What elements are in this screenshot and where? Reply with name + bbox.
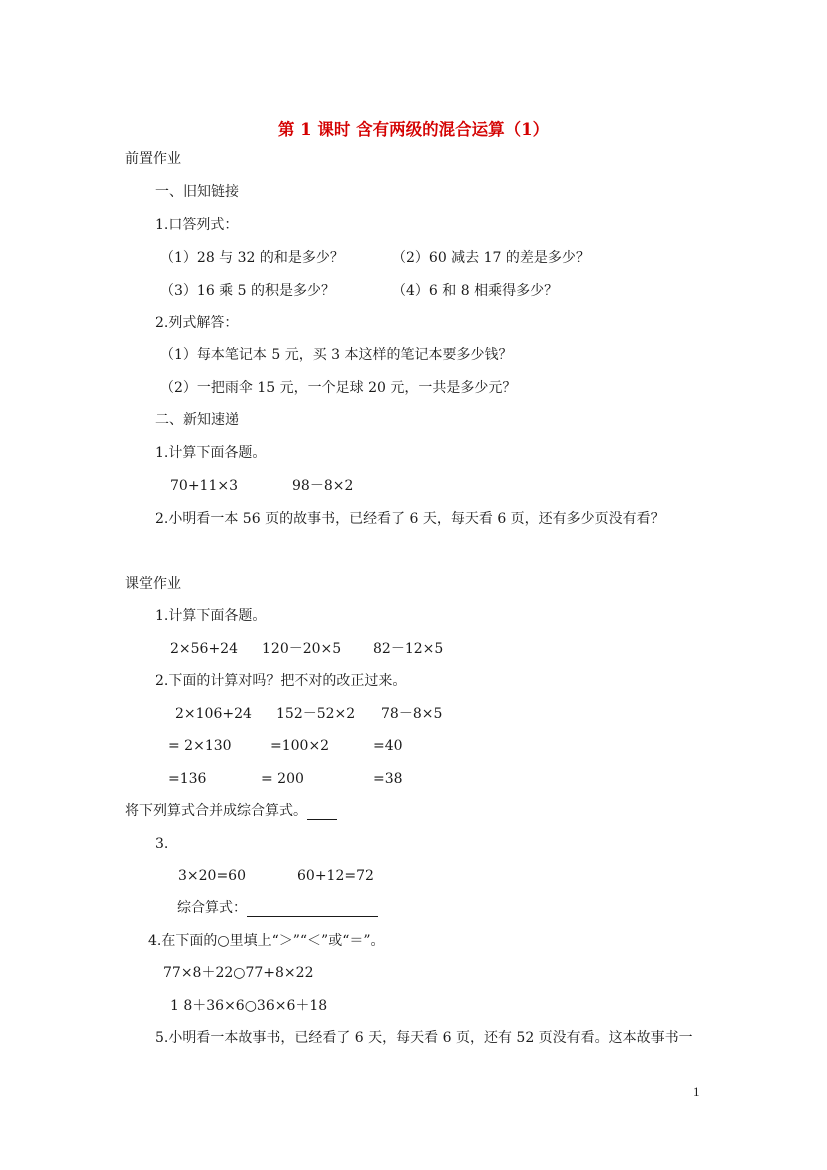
section-heading-preview: 前置作业	[125, 151, 181, 167]
check-row-1-col-3: 78－8×5	[381, 706, 443, 722]
new-expression-2: 98－8×2	[292, 478, 354, 494]
new-expression-1: 70+11×3	[170, 478, 238, 494]
class-expression-2: 120－20×5	[262, 641, 342, 657]
class-question-4-heading: 4.在下面的○里填上“＞”“＜”或“＝”。	[148, 933, 385, 949]
combined-formula-line	[177, 899, 378, 917]
new-question-2: 2.小明看一本 56 页的故事书，已经看了 6 天，每天看 6 页，还有多少页没有看？	[155, 511, 665, 527]
check-row-3-col-3: =38	[373, 771, 403, 787]
class-question-5: 5.小明看一本故事书，已经看了 6 天，每天看 6 页，还有 52 页没有看。这本故事书一	[155, 1030, 693, 1046]
part-heading-review: 一、旧知链接	[155, 184, 239, 200]
question-1-item-1: （1）28 与 32 的和是多少？	[160, 250, 344, 266]
question-1-heading: 1.口答列式：	[155, 217, 239, 233]
check-row-2-col-1: = 2×130	[168, 738, 232, 754]
check-row-1-col-1: 2×106+24	[175, 706, 252, 722]
section-heading-classwork: 课堂作业	[125, 576, 181, 592]
page-title: 第 1 课时 含有两级的混合运算（1）	[277, 120, 550, 139]
question-2-item-2: （2）一把雨伞 15 元，一个足球 20 元，一共是多少元？	[160, 380, 517, 396]
combined-formula-label: 综合算式：	[177, 900, 247, 916]
new-question-1-heading: 1.计算下面各题。	[155, 445, 267, 461]
part-heading-new: 二、新知速递	[155, 412, 239, 428]
page-number: 1	[693, 1084, 700, 1099]
class-question-3-number: 3.	[155, 836, 169, 852]
merge-answer-blank[interactable]	[307, 805, 337, 820]
check-row-3-col-1: =136	[168, 771, 207, 787]
compare-item-1: 77×8＋22○77+8×22	[163, 965, 314, 981]
class-expression-3: 82－12×5	[373, 641, 444, 657]
check-row-1-col-2: 152－52×2	[276, 706, 356, 722]
merge-instruction	[125, 802, 337, 820]
merge-expression-2: 60+12=72	[297, 868, 374, 884]
combined-formula-blank[interactable]	[247, 902, 378, 917]
merge-instruction-text: 将下列算式合并成综合算式。	[125, 803, 307, 819]
check-row-2-col-3: =40	[373, 738, 403, 754]
question-2-item-1: （1）每本笔记本 5 元，买 3 本这样的笔记本要多少钱？	[160, 347, 513, 363]
class-question-2-heading: 2.下面的计算对吗？把不对的改正过来。	[155, 673, 407, 689]
class-question-1-heading: 1.计算下面各题。	[155, 608, 267, 624]
compare-item-2: 1 8＋36×6○36×6＋18	[170, 998, 328, 1014]
question-1-item-3: （3）16 乘 5 的积是多少？	[160, 283, 335, 299]
check-row-3-col-2: = 200	[261, 771, 304, 787]
question-1-item-4: （4）6 和 8 相乘得多少？	[392, 283, 559, 299]
question-2-heading: 2.列式解答：	[155, 315, 239, 331]
question-1-item-2: （2）60 减去 17 的差是多少？	[392, 250, 590, 266]
check-row-2-col-2: =100×2	[270, 738, 330, 754]
class-expression-1: 2×56+24	[170, 641, 238, 657]
merge-expression-1: 3×20=60	[178, 868, 246, 884]
